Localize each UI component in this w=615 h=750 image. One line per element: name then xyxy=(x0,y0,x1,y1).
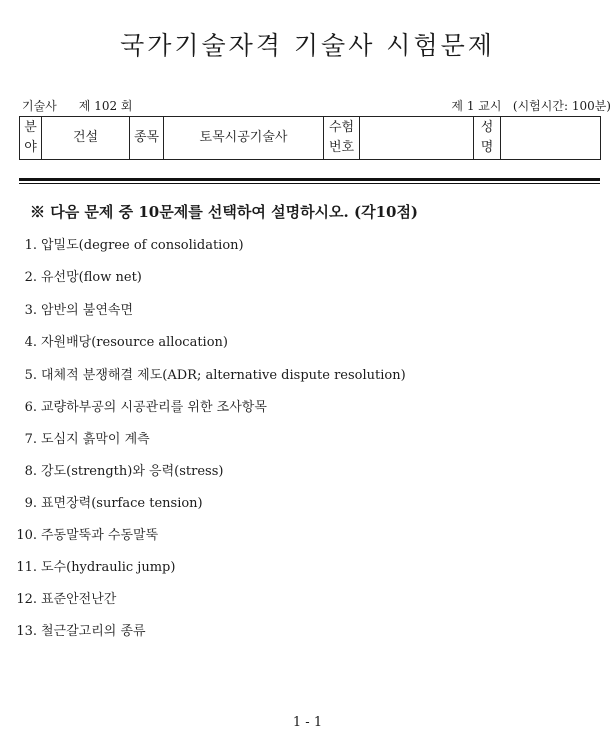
question-item: 2. 유선망(flow net) xyxy=(24,270,142,285)
question-item: 10. 주동말뚝과 수동말뚝 xyxy=(16,528,159,543)
name-field[interactable] xyxy=(501,117,601,160)
page-number: 1 - 1 xyxy=(292,715,323,730)
question-text: 자원배당(resource allocation) xyxy=(41,335,228,350)
document-title: 국가기술자격 기술사 시험문제 xyxy=(120,31,495,60)
question-item: 7. 도심지 흙막이 계측 xyxy=(24,432,150,447)
question-item: 6. 교량하부공의 시공관리를 위한 조사항목 xyxy=(24,400,267,415)
question-text: 암반의 불연속면 xyxy=(41,303,134,318)
question-text: 대체적 분쟁해결 제도(ADR; alternative dispute resolution) xyxy=(41,368,406,383)
exam-round-line xyxy=(22,97,133,114)
question-item: 9. 표면장력(surface tension) xyxy=(24,496,203,511)
question-text: 도심지 흙막이 계측 xyxy=(41,432,150,447)
separator-rule-thin xyxy=(19,183,600,184)
exam-number-label: 수험 번호 xyxy=(324,117,360,160)
question-text: 철근갈고리의 종류 xyxy=(41,624,146,639)
question-text: 압밀도(degree of consolidation) xyxy=(41,238,244,253)
separator-rule-thick xyxy=(19,178,600,181)
exam-period: 제 1 교시 xyxy=(451,99,502,113)
candidate-info-table xyxy=(19,116,601,160)
exam-duration: (시험시간: 100분) xyxy=(512,99,611,113)
question-text: 표준안전난간 xyxy=(41,592,117,607)
field-value: 건설 xyxy=(42,117,130,160)
question-item: 4. 자원배당(resource allocation) xyxy=(24,335,228,350)
question-text: 주동말뚝과 수동말뚝 xyxy=(41,528,159,543)
exam-period-line xyxy=(451,97,611,114)
exam-round: 제 102 회 xyxy=(78,99,133,113)
name-label: 성 명 xyxy=(474,117,501,160)
instruction-text: ※ 다음 문제 중 10문제를 선택하여 설명하시오. (각10점) xyxy=(30,203,419,221)
question-text: 강도(strength)와 응력(stress) xyxy=(41,464,224,479)
question-item: 13. 철근갈고리의 종류 xyxy=(16,624,146,639)
question-text: 표면장력(surface tension) xyxy=(41,496,203,511)
question-item: 3. 암반의 불연속면 xyxy=(24,303,134,318)
exam-type: 기술사 xyxy=(22,99,57,113)
question-text: 유선망(flow net) xyxy=(41,270,142,285)
field-label: 분 야 xyxy=(20,117,42,160)
category-label: 종목 xyxy=(130,117,164,160)
question-item: 12. 표준안전난간 xyxy=(16,592,117,607)
category-value: 토목시공기술사 xyxy=(164,117,324,160)
question-item: 11. 도수(hydraulic jump) xyxy=(16,560,176,575)
question-text: 교량하부공의 시공관리를 위한 조사항목 xyxy=(41,400,267,415)
question-item: 1. 압밀도(degree of consolidation) xyxy=(24,238,244,253)
question-item: 5. 대체적 분쟁해결 제도(ADR; alternative dispute resolution) xyxy=(24,368,406,383)
exam-number-field[interactable] xyxy=(360,117,474,160)
question-item: 8. 강도(strength)와 응력(stress) xyxy=(24,464,224,479)
question-text: 도수(hydraulic jump) xyxy=(41,560,176,575)
